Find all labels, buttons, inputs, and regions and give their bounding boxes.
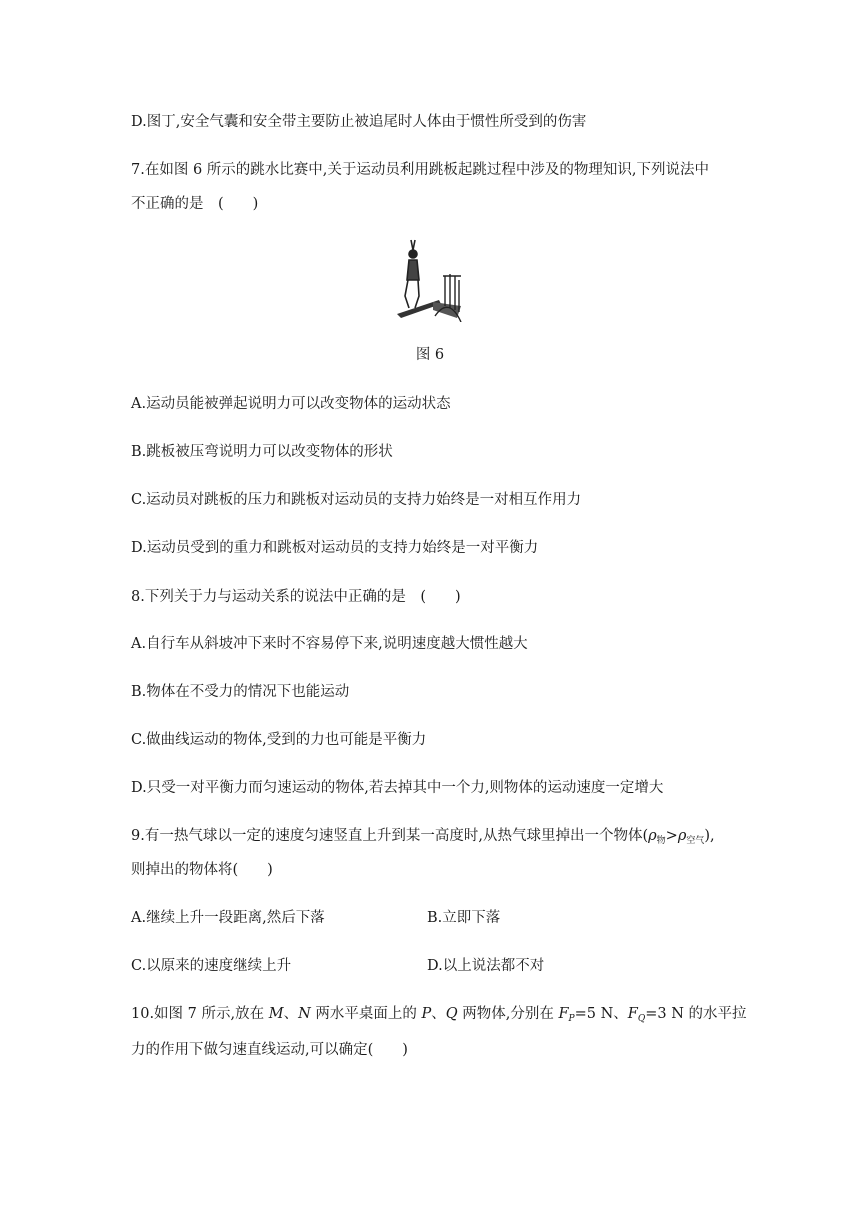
greater-than: >	[665, 828, 678, 844]
question-8-option-c: C.做曲线运动的物体,受到的力也可能是平衡力	[131, 732, 427, 748]
question-10-stem-line2: 力的作用下做匀速直线运动,可以确定( )	[131, 1042, 408, 1058]
question-7-option-a: A.运动员能被弹起说明力可以改变物体的运动状态	[131, 396, 451, 412]
question-7-option-b: B.跳板被压弯说明力可以改变物体的形状	[131, 444, 393, 460]
q9-text: 9.有一热气球以一定的速度匀速竖直上升到某一高度时,从热气球里掉出一个物体(	[131, 828, 649, 844]
question-9-stem-line1	[131, 826, 715, 851]
question-7-stem-line2: 不正确的是 ( )	[131, 196, 259, 212]
var-f: F	[558, 1006, 569, 1022]
question-9-option-a: A.继续上升一段距离,然后下落	[131, 910, 325, 926]
question-7-stem-line1: 7.在如图 6 所示的跳水比赛中,关于运动员利用跳板起跳过程中涉及的物理知识,下列说法中	[131, 162, 709, 178]
question-9-option-d: D.以上说法都不对	[427, 958, 545, 974]
var-f: F	[627, 1006, 638, 1022]
question-7-option-d: D.运动员受到的重力和跳板对运动员的支持力始终是一对平衡力	[131, 540, 539, 556]
figure-6-caption: 图 6	[415, 347, 445, 363]
question-8-stem: 8.下列关于力与运动关系的说法中正确的是 ( )	[131, 589, 461, 605]
sub-p: P	[568, 1014, 575, 1024]
diver-figure	[395, 236, 465, 322]
option-d-previous: D.图丁,安全气囊和安全带主要防止被追尾时人体由于惯性所受到的伤害	[131, 114, 587, 130]
var-q: Q	[445, 1006, 458, 1022]
question-9-stem-line2: 则掉出的物体将( )	[131, 862, 273, 878]
q10-text: 两水平桌面上的	[310, 1006, 422, 1022]
rho-symbol: ρ	[648, 828, 657, 844]
question-8-option-d: D.只受一对平衡力而匀速运动的物体,若去掉其中一个力,则物体的运动速度一定增大	[131, 780, 664, 796]
var-m: M	[268, 1006, 284, 1022]
q10-text: 、	[283, 1006, 299, 1022]
rho-symbol: ρ	[677, 828, 687, 844]
question-8-option-a: A.自行车从斜坡冲下来时不容易停下来,说明速度越大惯性越大	[131, 636, 528, 652]
question-8-option-b: B.物体在不受力的情况下也能运动	[131, 684, 350, 700]
sub-q: Q	[637, 1014, 646, 1024]
var-n: N	[298, 1006, 311, 1022]
q10-text: 两物体,分别在	[457, 1006, 559, 1022]
question-9-option-c: C.以原来的速度继续上升	[131, 958, 292, 974]
q10-text: =5 N、	[574, 1006, 628, 1022]
rho-subscript-air: 空气	[686, 836, 705, 846]
question-10-stem-line1	[131, 1004, 747, 1029]
q9-text-end: ),	[704, 828, 715, 844]
question-7-option-c: C.运动员对跳板的压力和跳板对运动员的支持力始终是一对相互作用力	[131, 492, 582, 508]
q10-text: 、	[431, 1006, 446, 1022]
var-p: P	[421, 1006, 432, 1022]
question-9-option-b: B.立即下落	[427, 910, 501, 926]
rho-subscript-object: 物	[656, 836, 666, 846]
q10-text: 10.如图 7 所示,放在	[131, 1006, 269, 1022]
q10-text: =3 N 的水平拉	[645, 1006, 747, 1022]
